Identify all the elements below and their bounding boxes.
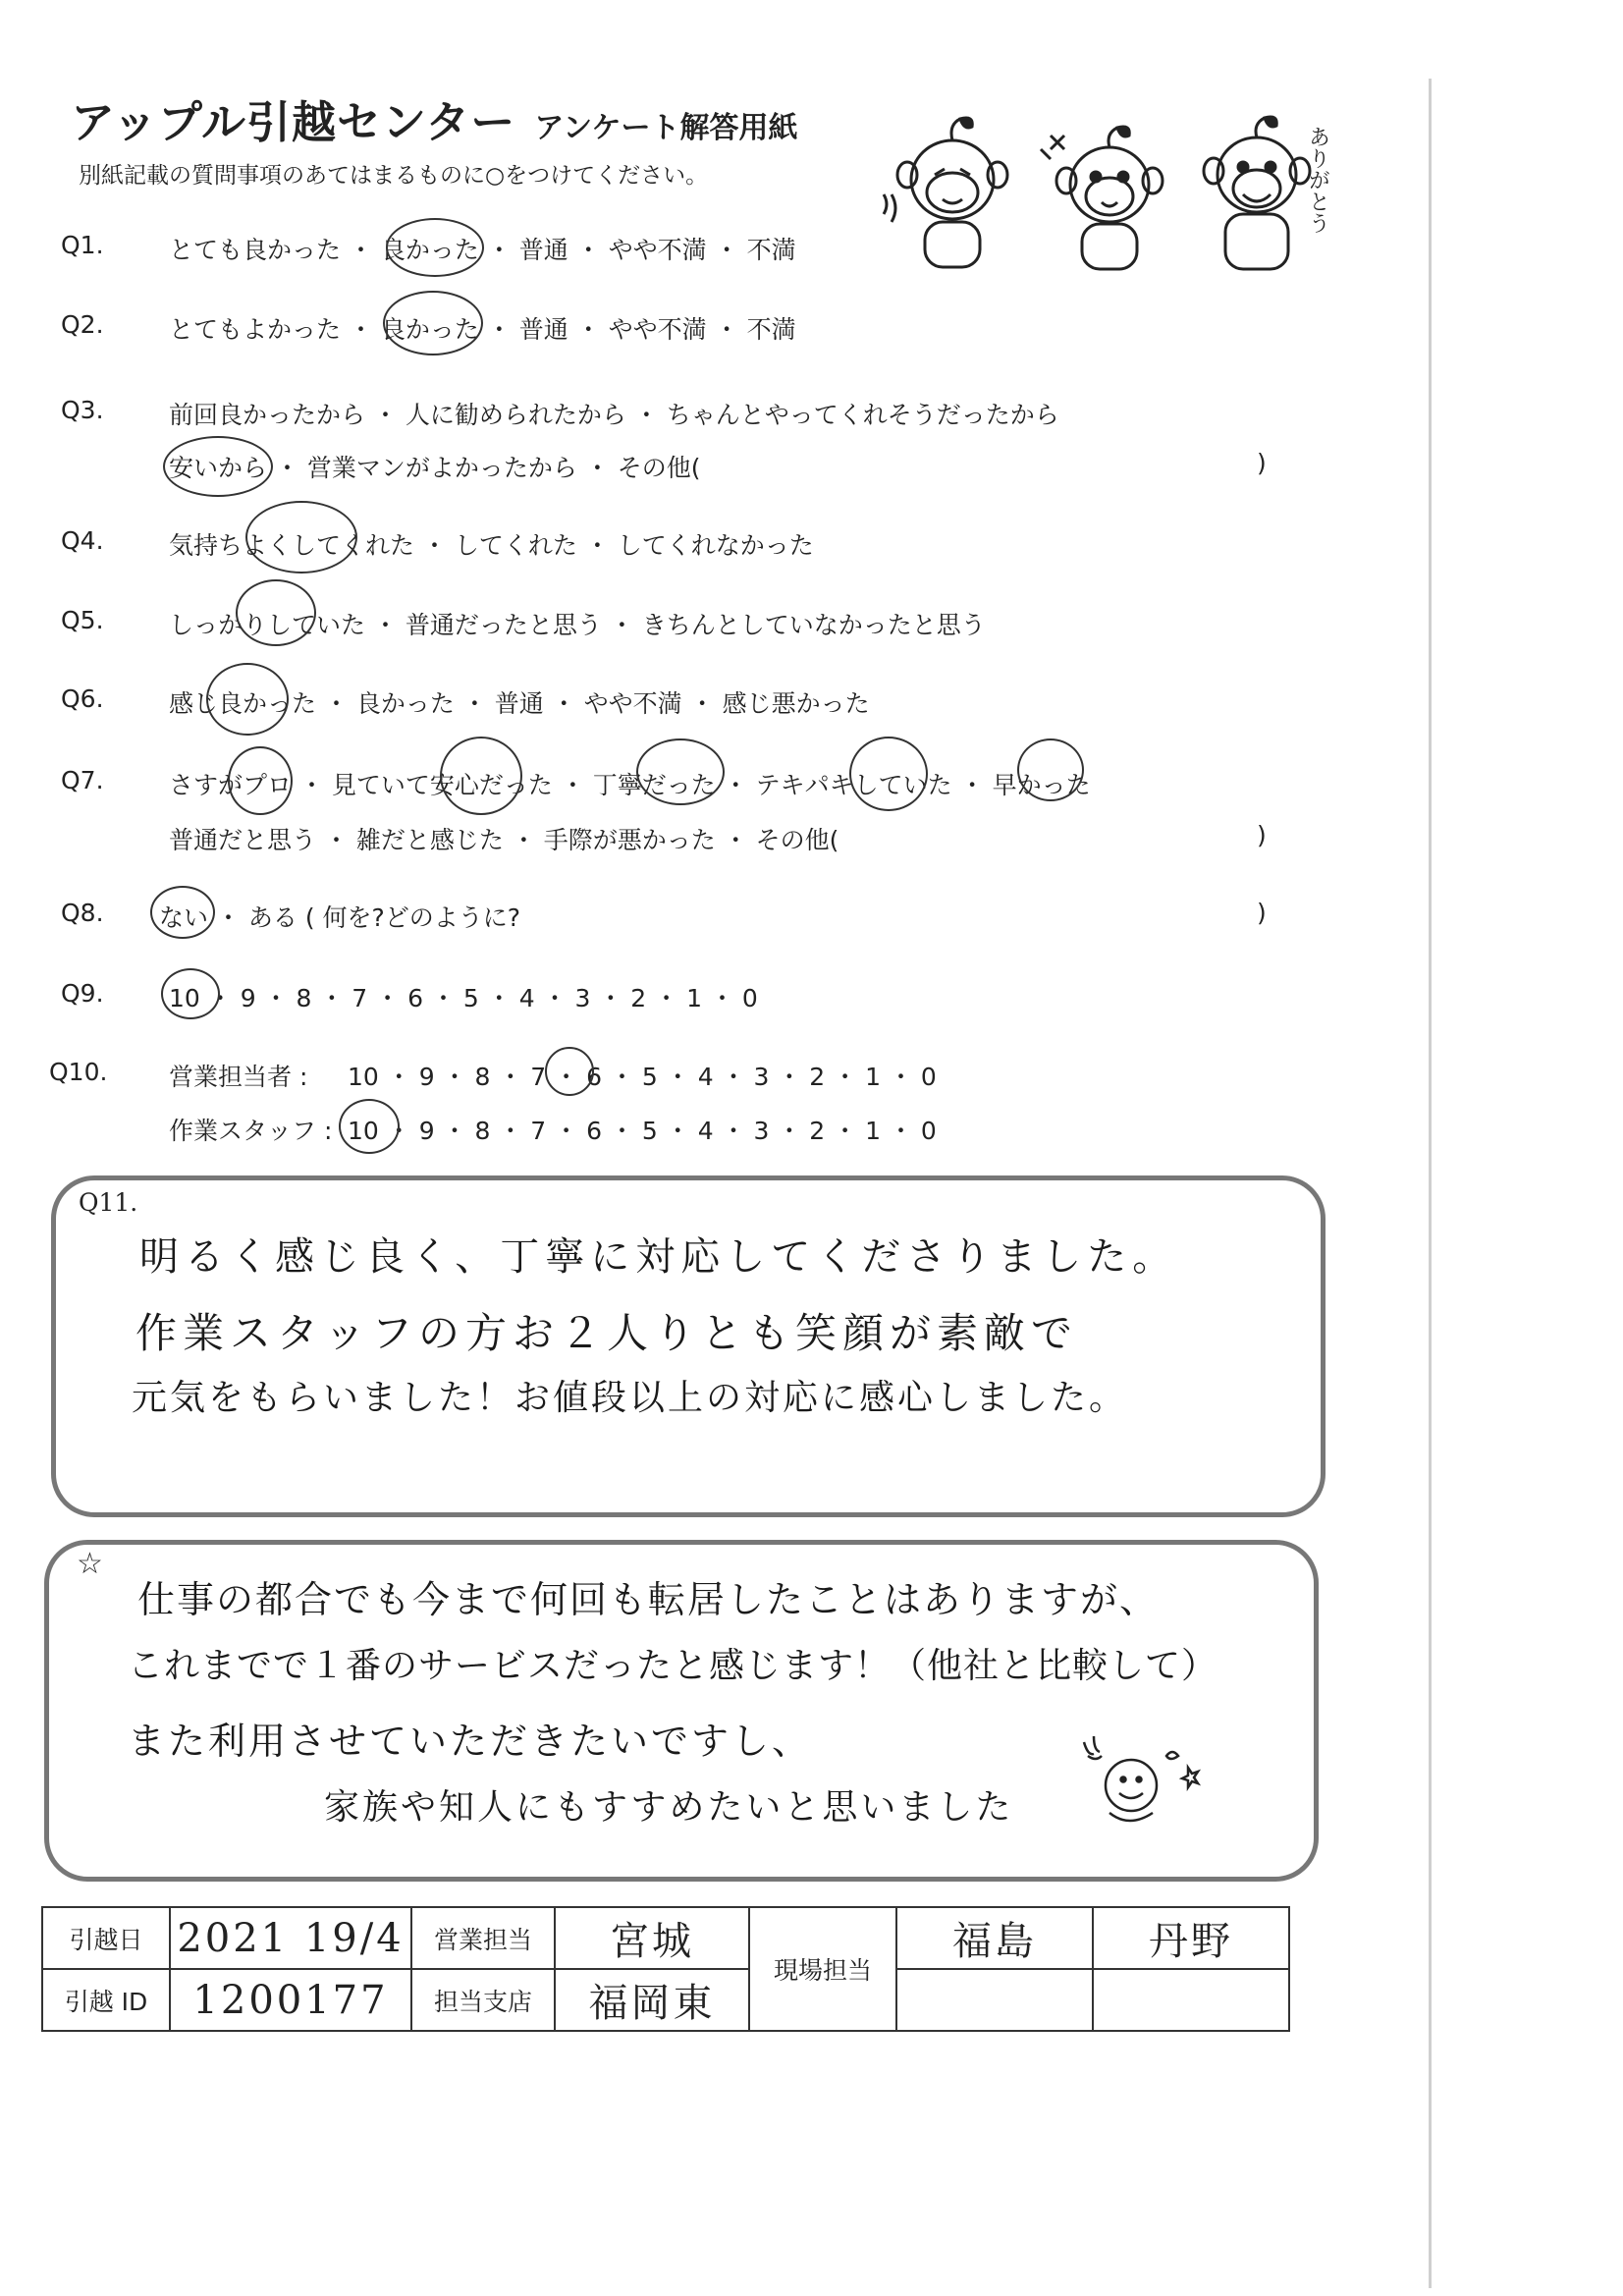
move-id: 1200177 (192, 1977, 389, 2023)
star-icon: ☆ (77, 1547, 103, 1581)
question-10-line2 (0, 1112, 1414, 1151)
question-4 (0, 526, 1414, 566)
selected-answer-circle (440, 737, 522, 815)
sales-rep: 宮城 (610, 1919, 694, 1964)
branch-label: 担当支店 (411, 1969, 555, 2031)
mascot-caption: ありがとう (1305, 126, 1330, 234)
question-options: ない ・ ある ( 何を?どのように? (159, 903, 521, 932)
question-options: 感じ良かった ・ 良かった ・ 普通 ・ やや不満 ・ 感じ悪かった (169, 689, 870, 718)
question-label: Q7. (61, 766, 104, 794)
onsite-staff-label: 現場担当 (749, 1907, 896, 2031)
sales-rep-value (555, 1907, 749, 1969)
question-options-line2: 安いから ・ 営業マンがよかったから ・ その他( (169, 454, 701, 482)
onsite-staff-empty-2 (1093, 1969, 1289, 2031)
selected-answer-circle (150, 886, 215, 939)
question-label: Q6. (61, 684, 104, 713)
onsite-staff-1: 福島 (952, 1919, 1037, 1964)
selected-answer-circle (245, 501, 357, 574)
selected-answer-circle (206, 663, 289, 736)
selected-answer-circle (849, 737, 928, 811)
move-date: 2021 19/4 (177, 1915, 405, 1961)
question-options: とても良かった ・ 良かった ・ 普通 ・ やや不満 ・ 不満 (169, 236, 796, 264)
question-options: とてもよかった ・ 良かった ・ 普通 ・ やや不満 ・ 不満 (169, 315, 796, 344)
branch-value (555, 1969, 749, 2031)
question-7-line2 (0, 821, 1414, 860)
q11-label: Q11. (79, 1188, 138, 1217)
handwritten-line: また利用させていただきたいですし、 (128, 1720, 813, 1763)
question-options: 気持ちよくしてくれた ・ してくれた ・ してくれなかった (169, 531, 814, 560)
question-label: Q8. (61, 899, 104, 927)
question-options-line1: 前回良かったから ・ 人に勧められたから ・ ちゃんとやってくれそうだったから (169, 401, 1059, 429)
staff-rating-label: 作業スタッフ : (169, 1117, 333, 1145)
question-label: Q2. (61, 310, 104, 339)
move-id-value (170, 1969, 411, 2031)
sales-rating-scale: 10 ・ 9 ・ 8 ・ 7 ・ 6 ・ 5 ・ 4 ・ 3 ・ 2 ・ 1 ・ 0 (348, 1063, 937, 1091)
question-options: 10 ・ 9 ・ 8 ・ 7 ・ 6 ・ 5 ・ 4 ・ 3 ・ 2 ・ 1 ・ 0 (169, 984, 758, 1012)
question-label: Q1. (61, 231, 104, 259)
move-date-value (170, 1907, 411, 1969)
question-label: Q5. (61, 606, 104, 634)
selected-answer-circle (1017, 738, 1084, 801)
header (71, 86, 798, 150)
question-5 (0, 606, 1414, 645)
question-label: Q10. (49, 1058, 108, 1086)
selected-answer-circle (339, 1099, 400, 1154)
sales-rating-label: 営業担当者 : (169, 1063, 308, 1091)
paren-close: ) (1257, 821, 1267, 849)
handwritten-line: 家族や知人にもすすめたいと思いました (324, 1787, 1014, 1828)
sales-rep-label: 営業担当 (411, 1907, 555, 1969)
question-label: Q4. (61, 526, 104, 555)
onsite-staff-1-value (896, 1907, 1093, 1969)
move-id-label: 引越 ID (42, 1969, 170, 2031)
handwritten-line: これまでで１番のサービスだったと感じます！（他社と比較して） (128, 1646, 1218, 1686)
question-10 (0, 1058, 1414, 1097)
question-3 (0, 396, 1414, 435)
question-options-line1: さすがプロ ・ 見ていて安心だった ・ 丁寧だった ・ テキパキしていた ・ 早かった (169, 771, 1091, 799)
onsite-staff-2: 丹野 (1149, 1919, 1233, 1964)
selected-answer-circle (636, 738, 725, 805)
onsite-staff-empty-1 (896, 1969, 1093, 2031)
handwritten-line: 明るく感じ良く、丁寧に対応してくださりました。 (139, 1234, 1178, 1280)
brand-logo: アップル引越センター (71, 96, 516, 148)
selected-answer-circle (383, 291, 483, 355)
selected-answer-circle (161, 968, 220, 1019)
selected-answer-circle (163, 436, 273, 497)
selected-answer-circle (228, 746, 293, 815)
question-label: Q3. (61, 396, 104, 424)
selected-answer-circle (386, 218, 484, 277)
paren-close: ) (1257, 449, 1267, 477)
selected-answer-circle (236, 579, 316, 646)
selected-answer-circle (545, 1047, 594, 1096)
instruction-text: 別紙記載の質問事項のあてはまるものに○をつけてください。 (79, 163, 709, 189)
onsite-staff-2-value (1093, 1907, 1289, 1969)
question-1 (0, 231, 1414, 270)
question-options-line2: 普通だと思う ・ 雑だと感じた ・ 手際が悪かった ・ その他( (169, 826, 839, 854)
question-options: しっかりしていた ・ 普通だったと思う ・ きちんとしていなかったと思う (169, 611, 986, 639)
handwritten-line: 仕事の都合でも今まで何回も転居したことはありますが、 (137, 1578, 1160, 1621)
branch: 福岡東 (588, 1981, 716, 2026)
page-edge (1429, 79, 1432, 2288)
smiley-doodle-icon (1070, 1728, 1208, 1836)
form-title: アンケート解答用紙 (534, 111, 798, 145)
staff-rating-scale: 10 ・ 9 ・ 8 ・ 7 ・ 6 ・ 5 ・ 4 ・ 3 ・ 2 ・ 1 ・ 0 (348, 1117, 937, 1145)
move-date-label: 引越日 (42, 1907, 170, 1969)
paren-close: ) (1257, 899, 1267, 927)
handwritten-line: 作業スタッフの方お２人りとも笑顔が素敵で (135, 1309, 1079, 1357)
move-info-table (41, 1906, 1290, 2032)
handwritten-line: 元気をもらいました！お値段以上の対応に感心しました。 (132, 1378, 1128, 1418)
question-2 (0, 310, 1414, 350)
question-label: Q9. (61, 979, 104, 1008)
